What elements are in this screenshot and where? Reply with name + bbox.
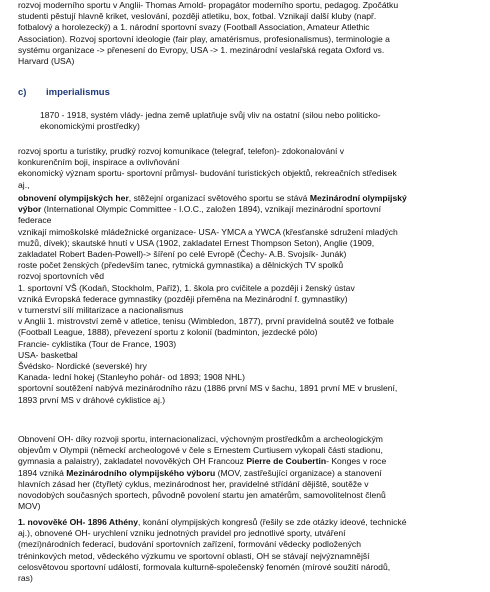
- text-line: gymnasia a palaistry), zakladatel novověkých OH Francouz Pierre de Coubertin- Konges v roce: [18, 456, 387, 467]
- text-line: ekonomickými prostředky): [40, 121, 140, 132]
- text-line: ras): [18, 573, 33, 584]
- text-line: Obnovení OH- díky rozvoji sportu, internacionalizaci, výchovným prostředkům a archeologickým: [18, 434, 383, 444]
- text-line: Harvard (USA): [18, 56, 75, 67]
- text-line: ekonomický význam sportu- sportovní průmysl- budování turistických objektů, rekreačních středisek: [18, 168, 397, 179]
- text-line: objevům v Olympii (německí archeologové v čele s Ernestem Curtiusem vykopali části stadionu,: [18, 445, 383, 456]
- text-line: výbor (International Olympic Committee - I.O.C., založen 1894), vznikají mezinárodní sportovní: [18, 204, 381, 215]
- text-line: sportovní soutěžení nabývá mezinárodního rázu (1886 první MS v šachu, 1891 první ME v bruslení,: [18, 383, 398, 394]
- text-line: rozvoj moderního sportu v Anglii- Thomas Arnold- propagátor moderního sportu, pedagog. Zpočátku: [18, 0, 399, 10]
- text-line: MOV): [18, 501, 41, 512]
- text-line: USA- basketbal: [18, 349, 78, 360]
- text-line: vznikají mimoškolské mládežnické organizace- USA- YMCA a YWCA (křesťanské sdružení mladých: [18, 226, 398, 237]
- text-line: celosvětovou sportovní událostí, formovala kulturně-společenský fenomén (mírové soužití národů,: [18, 561, 391, 572]
- text-line: 1. novověké OH- 1896 Athény, konání olympijských kongresů (řešily se zde otázky ideové, technické: [18, 517, 407, 527]
- paragraph-modern-olympics: [18, 434, 480, 512]
- text-line: hlavních zásad her (čtyřletý cyklus, mezinárodnost her, pravidelné střídání dějiště, soutěže v: [18, 478, 369, 489]
- text-line: Association). Rozvoj sportovní ideologie (fair play, amatérismus, profesionalismus), terminologie a: [18, 33, 390, 44]
- paragraph-imperialism-definition: [40, 110, 470, 132]
- bold-term: Mezinárodní olympijský: [309, 193, 407, 203]
- section-title: imperialismus: [46, 87, 110, 98]
- bold-term: 1. novověké OH- 1896 Athény: [18, 517, 139, 527]
- bold-term: obnovení olympijských her: [18, 193, 129, 203]
- text-line: fotbalový a horolezecký) a 1. národní sportovní svazy (Football Association, Amateur Atlethic: [18, 22, 370, 33]
- paragraph-first-olympics: [18, 517, 480, 584]
- text-line: roste počet ženských (především tanec, rytmická gymnastika) a dělnických TV spolků: [18, 260, 344, 271]
- text-line: vzniká Evropská federace gymnastiky (později přeměna na Mezinárodní f. gymnastiky): [18, 293, 348, 304]
- paragraph-olympic-revival-list: [18, 193, 480, 406]
- text-line: Švédsko- Nordické (severské) hry: [18, 361, 147, 372]
- text-line: aj.,: [18, 179, 30, 190]
- text-line: 1. sportovní VŠ (Kodaň, Stockholm, Paříž), 1. škola pro cvičitele a později i ženský ústav: [18, 282, 355, 293]
- text-line: rozvoj sportovních věd: [18, 271, 104, 282]
- text-line: tréninkových metod, vědeckého výzkumu ve sportovní oblasti, OH se stávají nejvýznamnější: [18, 550, 370, 561]
- bold-term: Mezinárodního olympijského výboru: [66, 467, 216, 478]
- bold-term: výbor: [18, 204, 42, 215]
- text-line: zakladatel Robert Baden-Powell)-> šíření po celé Evropě (Čechy- A.B. Svojsík- Junák): [18, 249, 347, 260]
- text-line: obnovení olympijských her, stěžejní organizací světového sportu se stává Mezinárodní olympijský: [18, 193, 407, 203]
- text-line: konkurenčním boji, inspirace a ovlivňování: [18, 157, 180, 168]
- text-line: novodobých současných sportech, původně povolení startu jen amatérům, samovolitelnost členů: [18, 490, 386, 501]
- text-line: (Football League, 1888), převezení sportu z kolonií (badminton, jezdecké pólo): [18, 327, 318, 338]
- text-line: v Anglii 1. mistrovství země v atletice, tenisu (Wimbledon, 1877), první pravidelná soutěž ve fotbale: [18, 316, 394, 327]
- text-line: 1894 vzniká Mezinárodního olympijského výboru (MOV, zastřešující organizace) a stanovení: [18, 467, 382, 478]
- text-line: (mezi)národních federací, budování sportovních zařízení, formování vědecky podložených: [18, 539, 361, 550]
- paragraph-england-sport: [18, 0, 480, 67]
- text-line: aj.), obnovené OH- urychlení vzniku jednotných pravidel pro jednotlivé sporty, utváření: [18, 528, 346, 539]
- section-heading: [18, 87, 110, 98]
- bold-term: Pierre de Coubertin: [246, 456, 327, 467]
- section-number: c): [18, 87, 27, 98]
- text-line: 1870 - 1918, systém vlády- jedna země uplatňuje svůj vliv na ostatní (silou nebo politicko-: [40, 110, 381, 120]
- text-line: systému organizace -> přenesení do Evropy, USA -> 1. mezinárodní veslařská regata Oxford vs.: [18, 44, 385, 55]
- text-line: Francie- cyklistika (Tour de France, 1903): [18, 338, 177, 349]
- text-line: studenti pěstují hlavně kriket, veslování, později atletiku, box, fotbal. Vznikají další kluby (např.: [18, 11, 377, 22]
- text-line: Kanada- lední hokej (Stanleyho pohár- od 1893; 1908 NHL): [18, 372, 245, 383]
- text-line: mužů, dívek); skautské hnutí v USA (1902, zakladatel Ernest Thompson Seton), Anglie (1909,: [18, 237, 375, 248]
- paragraph-sport-tourism: [18, 146, 480, 191]
- text-line: federace: [18, 215, 52, 226]
- text-line: rozvoj sportu a turistiky, prudký rozvoj komunikace (telegraf, telefon)- zdokonalování v: [18, 146, 345, 156]
- text-line: v turnerství sílí militarizace a nacionalismus: [18, 305, 184, 316]
- text-line: 1893 první MS v dráhové cyklistice aj.): [18, 394, 166, 405]
